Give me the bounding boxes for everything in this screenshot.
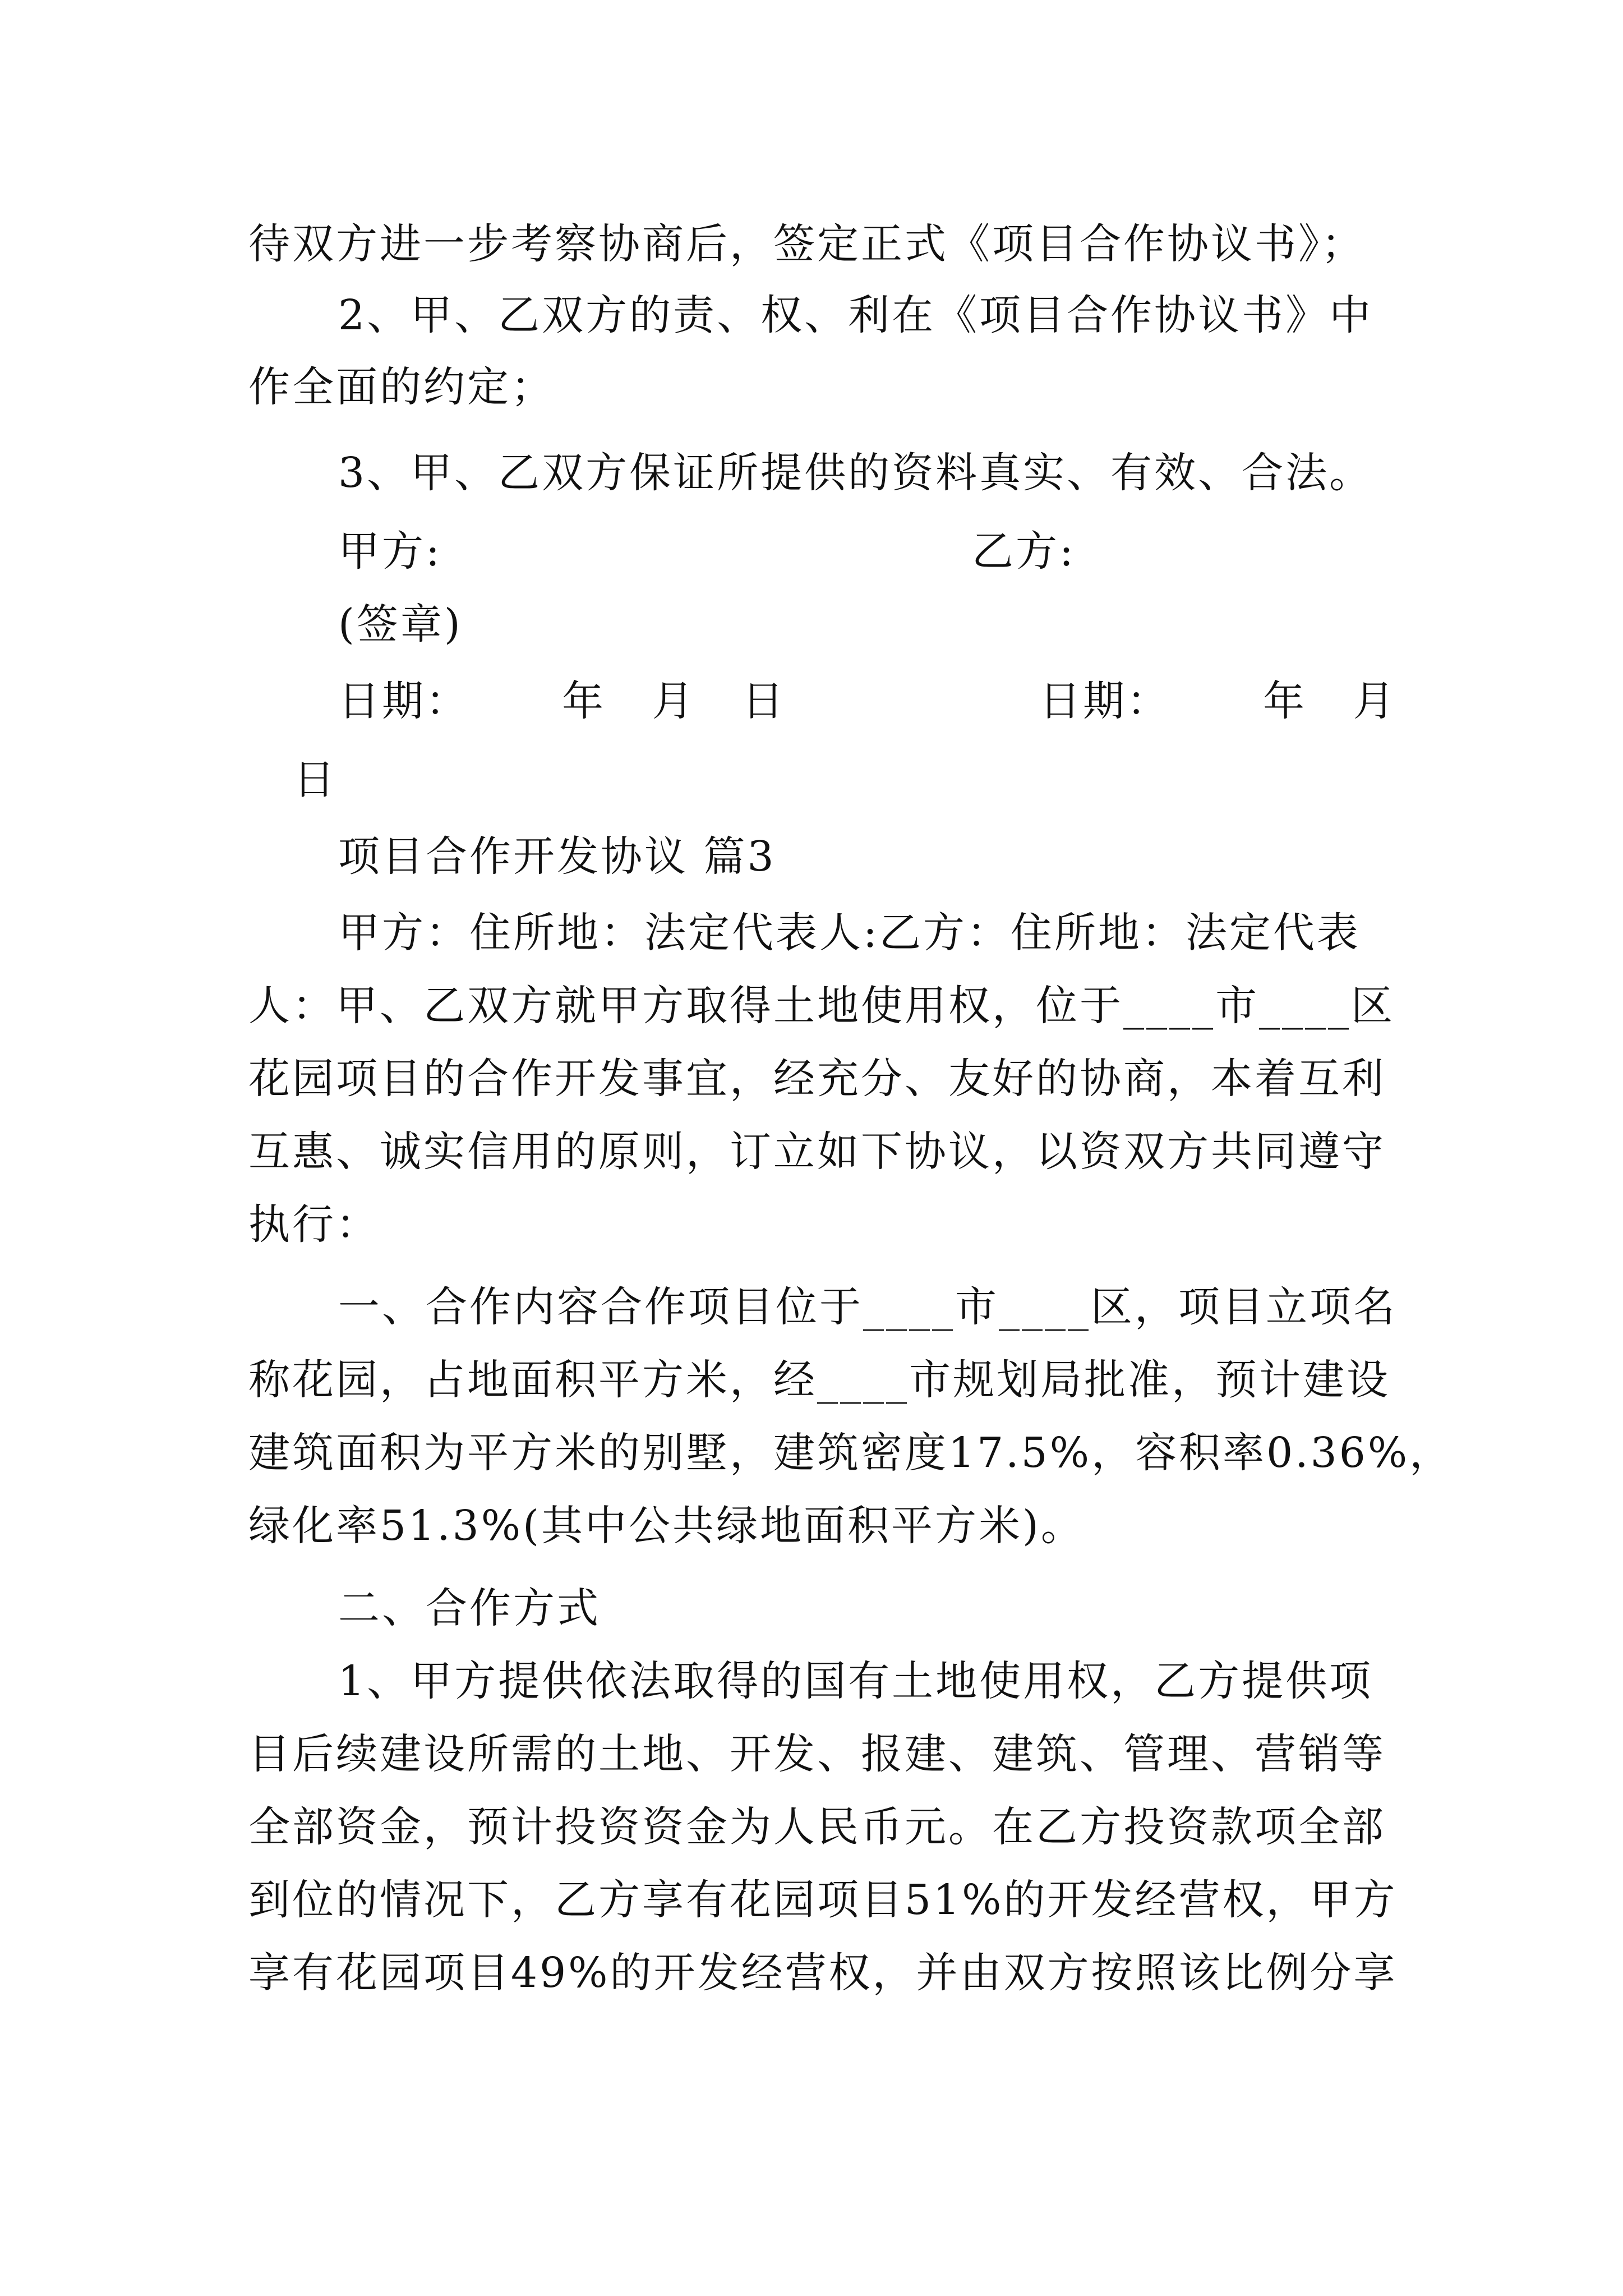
paragraph-line: 到位的情况下，乙方享有花园项目51%的开发经营权，甲方: [248, 1876, 1398, 1924]
paragraph-line: 甲方：住所地：法定代表人:乙方：住所地：法定代表: [338, 909, 1361, 957]
date-a-line: 日期： 年 月 日: [338, 677, 786, 725]
paragraph-line: 作全面的约定；: [248, 363, 555, 411]
party-b-label: 乙方:: [972, 527, 1076, 576]
paragraph-line: 待双方进一步考察协商后，签定正式《项目合作协议书》；: [248, 220, 1365, 268]
seal-label: (签章): [338, 600, 463, 648]
paragraph-line: 互惠、诚实信用的原则，订立如下协议，以资双方共同遵守: [248, 1128, 1386, 1176]
paragraph-line: 目后续建设所需的土地、开发、报建、建筑、管理、营销等: [248, 1730, 1386, 1778]
paragraph-line: 享有花园项目49%的开发经营权，并由双方按照该比例分享: [248, 1949, 1398, 1997]
paragraph-line: 花园项目的合作开发事宜，经充分、友好的协商，本着互利: [248, 1055, 1386, 1103]
date-wrap-day: 日: [293, 756, 337, 804]
section-heading: 二、合作方式: [338, 1584, 601, 1632]
paragraph-line: 建筑面积为平方米的别墅，建筑密度17.5%，容积率0.36%，: [248, 1429, 1454, 1477]
paragraph-line: 1、甲方提供依法取得的国有土地使用权，乙方提供项: [338, 1657, 1373, 1705]
section-heading: 项目合作开发协议 篇3: [338, 832, 776, 881]
paragraph-line: 称花园，占地面积平方米，经____市规划局批准，预计建设: [248, 1356, 1390, 1404]
paragraph-line: 3、甲、乙双方保证所提供的资料真实、有效、合法。: [338, 449, 1373, 497]
party-a-label: 甲方:: [338, 527, 442, 576]
paragraph-line: 2、甲、乙双方的责、权、利在《项目合作协议书》中: [338, 291, 1373, 339]
paragraph-line: 一、合作内容合作项目位于____市____区，项目立项名: [338, 1283, 1397, 1331]
paragraph-line: 绿化率51.3%(其中公共绿地面积平方米)。: [248, 1502, 1085, 1550]
paragraph-line: 执行：: [248, 1200, 380, 1249]
date-b-line: 日期： 年 月: [1039, 677, 1397, 725]
paragraph-line: 全部资金，预计投资资金为人民币元。在乙方投资款项全部: [248, 1803, 1386, 1851]
paragraph-line: 人：甲、乙双方就甲方取得土地使用权，位于____市____区: [248, 982, 1395, 1030]
